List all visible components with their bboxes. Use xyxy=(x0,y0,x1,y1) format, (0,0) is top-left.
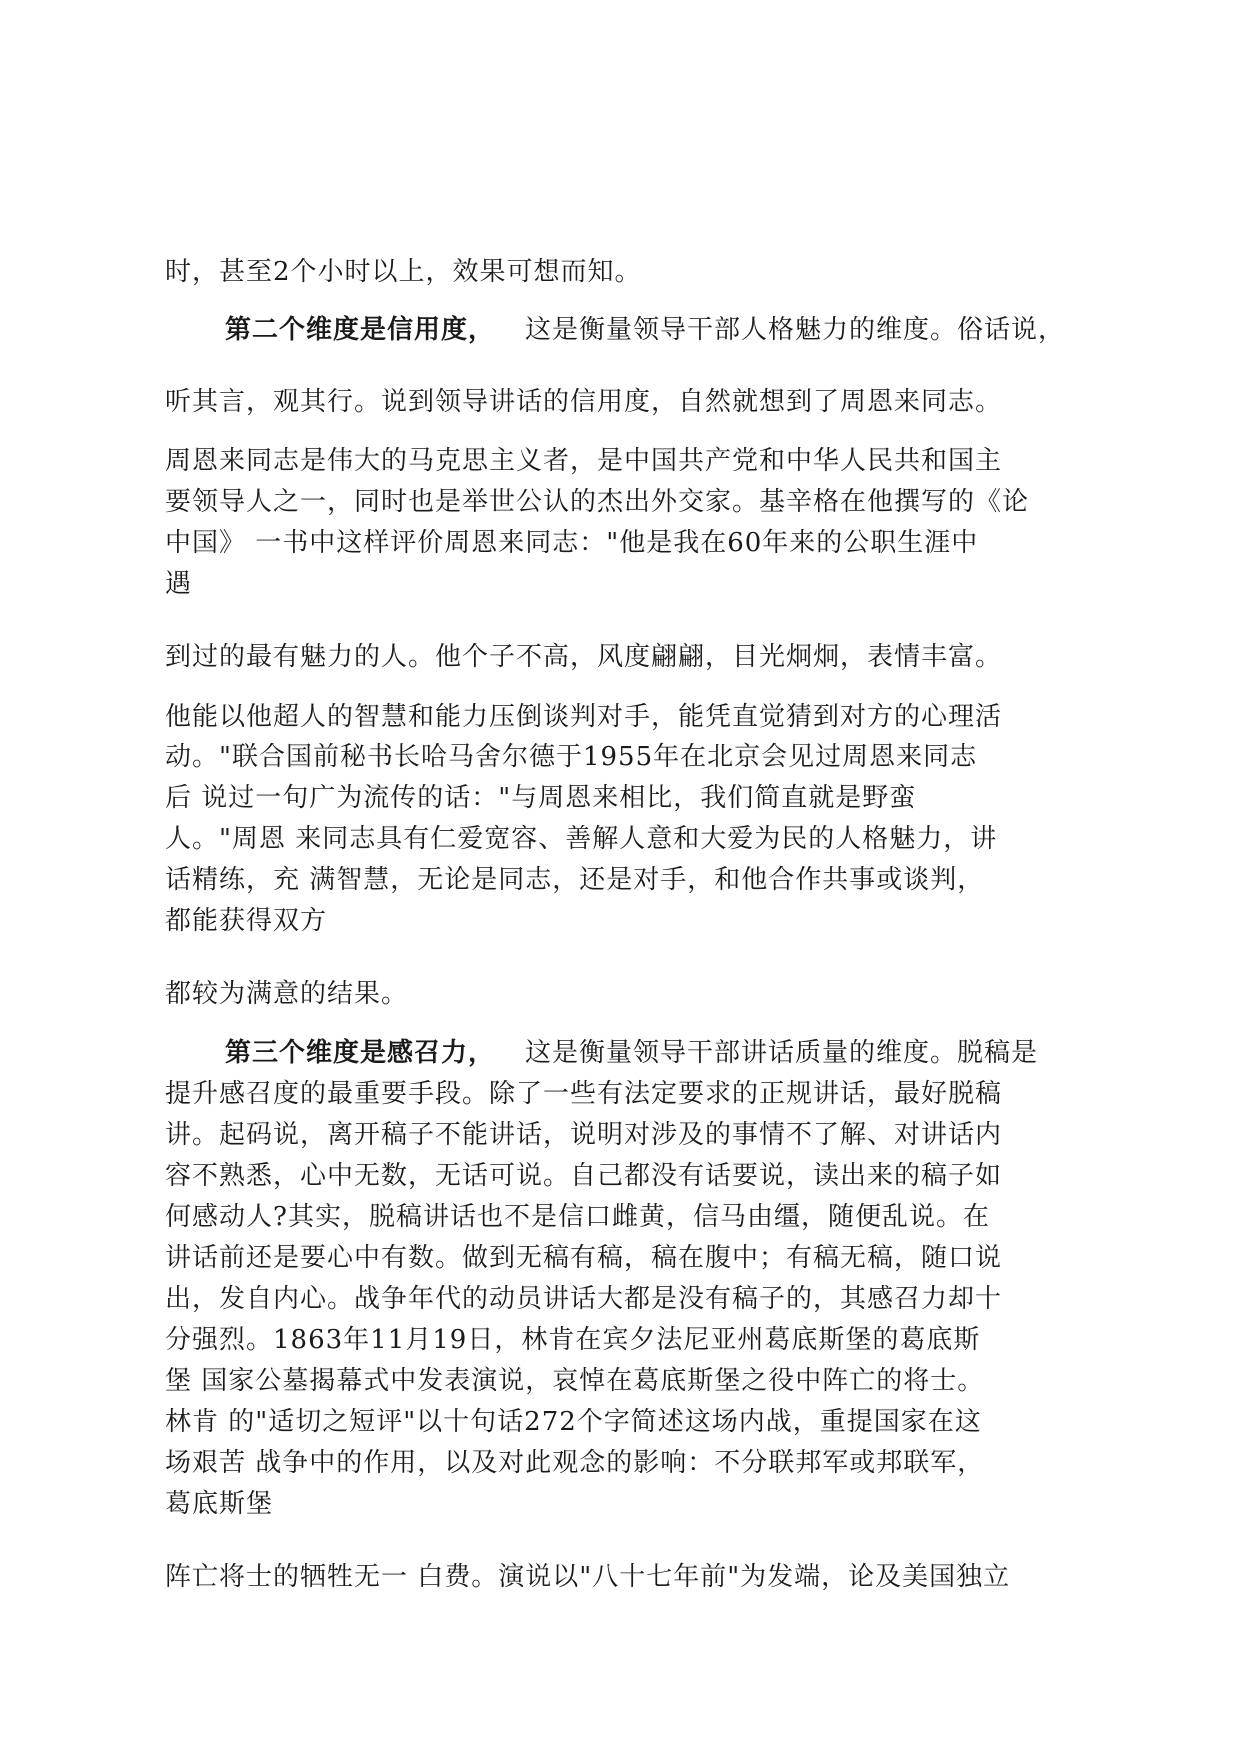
text-line-25: 林肯 的"适切之短评"以十句话272个字简述这场内战，重提国家在这 xyxy=(165,1407,982,1437)
text-line-19: 容不熟悉，心中无数，无话可说。自己都没有话要说，读出来的稿子如 xyxy=(165,1161,1003,1191)
text-line-9: 他能以他超人的智慧和能力压倒谈判对手，能凭直觉猜到对方的心理活 xyxy=(165,702,1003,732)
text-line-13: 话精练，充 满智慧，无论是同志，还是对手，和他合作共事或谈判， xyxy=(165,865,985,895)
text-line-18: 讲。起码说，离开稿子不能讲话，说明对涉及的事情不了解、对讲话内 xyxy=(165,1120,1003,1150)
text-line-8: 到过的最有魅力的人。他个子不高，风度翩翩，目光炯炯，表情丰富。 xyxy=(165,642,1003,672)
text-line-26: 场艰苦 战争中的作用，以及对此观念的影响：不分联邦军或邦联军， xyxy=(165,1448,985,1478)
text-line-7: 遇 xyxy=(165,569,193,599)
text-line-20: 何感动人?其实，脱稿讲话也不是信口雌黄，信马由缰，随便乱说。在 xyxy=(165,1202,990,1232)
text-line-5: 要领导人之一，同时也是举世公认的杰出外交家。基辛格在他撰写的《论 xyxy=(165,487,1030,517)
text-line-22: 出，发自内心。战争年代的动员讲话大都是没有稿子的，其感召力却十 xyxy=(165,1284,1003,1314)
text-line-14: 都能获得双方 xyxy=(165,906,328,936)
section-heading-appeal: 第三个维度是感召力， xyxy=(225,1038,496,1068)
text-line-21: 讲话前还是要心中有数。做到无稿有稿，稿在腹中；有稿无稿，随口说 xyxy=(165,1243,1003,1273)
text-line-2: 这是衡量领导干部人格魅力的维度。俗话说， xyxy=(525,315,1066,345)
text-line-27: 葛底斯堡 xyxy=(165,1489,274,1519)
text-line-1: 时，甚至2个小时以上，效果可想而知。 xyxy=(165,257,642,287)
text-line-3: 听其言，观其行。说到领导讲话的信用度，自然就想到了周恩来同志。 xyxy=(165,387,1003,417)
text-line-10: 动。"联合国前秘书长哈马舍尔德于1955年在北京会见过周恩来同志 xyxy=(165,742,978,772)
text-line-23: 分强烈。1863年11月19日，林肯在宾夕法尼亚州葛底斯堡的葛底斯 xyxy=(165,1325,981,1355)
text-line-4: 周恩来同志是伟大的马克思主义者，是中国共产党和中华人民共和国主 xyxy=(165,446,1003,476)
section-heading-credibility: 第二个维度是信用度， xyxy=(225,315,496,345)
text-line-17: 提升感召度的最重要手段。除了一些有法定要求的正规讲话，最好脱稿 xyxy=(165,1079,1003,1109)
text-line-16: 这是衡量领导干部讲话质量的维度。脱稿是 xyxy=(525,1038,1039,1068)
text-line-28: 阵亡将士的牺牲无一 白费。演说以"八十七年前"为发端，论及美国独立 xyxy=(165,1562,1011,1592)
text-line-24: 堡 国家公墓揭幕式中发表演说，哀悼在葛底斯堡之役中阵亡的将士。 xyxy=(165,1366,985,1396)
text-line-15: 都较为满意的结果。 xyxy=(165,979,409,1009)
text-line-12: 人。"周恩 来同志具有仁爱宽容、善解人意和大爱为民的人格魅力，讲 xyxy=(165,824,998,854)
text-line-11: 后 说过一句广为流传的话："与周恩来相比，我们简直就是野蛮 xyxy=(165,783,917,813)
text-line-6: 中国》 一书中这样评价周恩来同志："他是我在60年来的公职生涯中 xyxy=(165,528,979,558)
